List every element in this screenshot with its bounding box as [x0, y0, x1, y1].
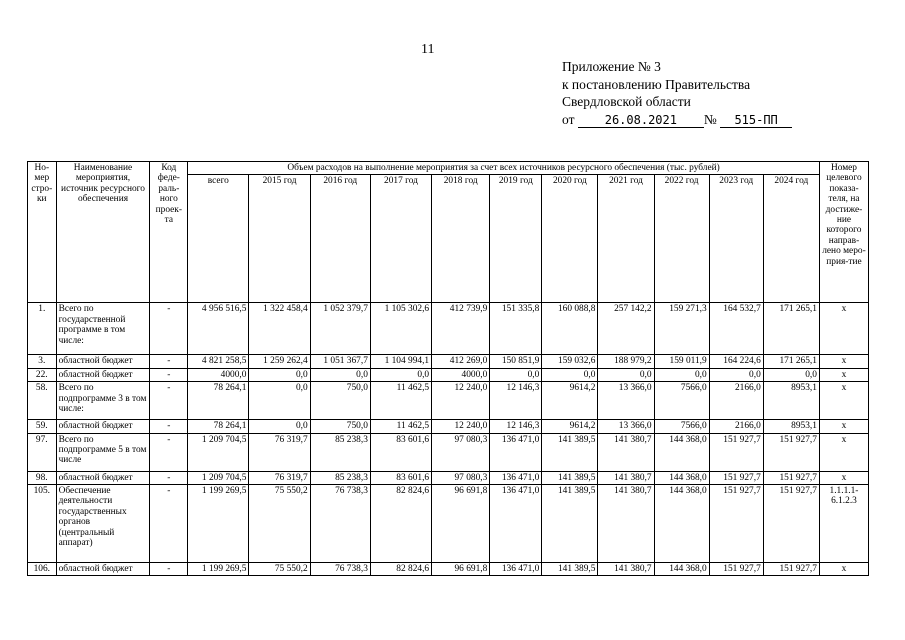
row-year-value-cell: 0,0: [709, 368, 763, 381]
row-year-value-cell: 9614,2: [542, 420, 598, 433]
header-year: 2019 год: [490, 175, 542, 303]
expenditure-table: [27, 161, 869, 576]
row-year-value-cell: 159 011,9: [654, 355, 709, 368]
row-year-value-cell: 750,0: [310, 420, 370, 433]
row-year-value-cell: 83 601,6: [370, 433, 431, 471]
row-year-value-cell: 136 471,0: [490, 433, 542, 471]
header-name: Наименование мероприятия, источник ресурсного обеспечения: [56, 162, 150, 303]
number-label: №: [703, 111, 717, 127]
row-total-cell: 4000,0: [188, 368, 249, 381]
row-year-value-cell: 141 380,7: [598, 471, 654, 484]
table-row: [28, 368, 869, 381]
appendix-resolution: к постановлению Правительства: [562, 76, 751, 92]
header-row-number: Но-мер стро-ки: [28, 162, 57, 303]
row-year-value-cell: 141 389,5: [542, 433, 598, 471]
row-number-cell: 59.: [28, 420, 57, 433]
table-row: [28, 485, 869, 563]
row-total-cell: 1 209 704,5: [188, 471, 249, 484]
row-year-value-cell: 750,0: [310, 382, 370, 420]
table-row: [28, 303, 869, 355]
row-total-cell: 4 956 516,5: [188, 303, 249, 355]
row-target-cell: x: [819, 563, 868, 576]
header-year: 2015 год: [249, 175, 310, 303]
row-year-value-cell: 83 601,6: [370, 471, 431, 484]
row-year-value-cell: 0,0: [763, 368, 819, 381]
row-year-value-cell: 1 051 367,7: [310, 355, 370, 368]
row-year-value-cell: 257 142,2: [598, 303, 654, 355]
row-year-value-cell: 141 380,7: [598, 433, 654, 471]
row-year-value-cell: 151 927,7: [763, 563, 819, 576]
row-year-value-cell: 151 927,7: [709, 433, 763, 471]
row-year-value-cell: 0,0: [249, 368, 310, 381]
row-year-value-cell: 151 927,7: [763, 485, 819, 563]
header-year: 2017 год: [370, 175, 431, 303]
row-code-cell: -: [150, 433, 188, 471]
row-year-value-cell: 13 366,0: [598, 420, 654, 433]
row-number-cell: 97.: [28, 433, 57, 471]
row-year-value-cell: 76 738,3: [310, 563, 370, 576]
appendix-title: Приложение № 3: [562, 59, 661, 74]
appendix-header: [562, 58, 792, 128]
row-code-cell: -: [150, 420, 188, 433]
row-year-value-cell: 0,0: [249, 382, 310, 420]
row-year-value-cell: 85 238,3: [310, 433, 370, 471]
row-year-value-cell: 188 979,2: [598, 355, 654, 368]
header-volume: Объем расходов на выполнение мероприятия за счет всех источников ресурсного обеспечения (тыс. рублей): [188, 162, 820, 175]
row-name-cell: областной бюджет: [56, 420, 150, 433]
row-target-cell: x: [819, 382, 868, 420]
row-year-value-cell: 8953,1: [763, 420, 819, 433]
row-year-value-cell: 136 471,0: [490, 485, 542, 563]
appendix-region: Свердловской области: [562, 94, 691, 109]
row-number-cell: 58.: [28, 382, 57, 420]
row-year-value-cell: 2166,0: [709, 420, 763, 433]
row-year-value-cell: 412 739,9: [432, 303, 490, 355]
header-code: Код феде-раль-ного проек-та: [150, 162, 188, 303]
row-total-cell: 1 199 269,5: [188, 563, 249, 576]
row-target-cell: x: [819, 355, 868, 368]
row-code-cell: -: [150, 485, 188, 563]
row-year-value-cell: 141 389,5: [542, 485, 598, 563]
row-target-cell: x: [819, 368, 868, 381]
row-year-value-cell: 1 322 458,4: [249, 303, 310, 355]
row-year-value-cell: 164 224,6: [709, 355, 763, 368]
row-number-cell: 3.: [28, 355, 57, 368]
table-row: [28, 433, 869, 471]
row-code-cell: -: [150, 382, 188, 420]
row-year-value-cell: 151 335,8: [490, 303, 542, 355]
row-total-cell: 1 199 269,5: [188, 485, 249, 563]
row-code-cell: -: [150, 355, 188, 368]
row-year-value-cell: 0,0: [598, 368, 654, 381]
row-year-value-cell: 171 265,1: [763, 303, 819, 355]
row-year-value-cell: 75 550,2: [249, 485, 310, 563]
row-year-value-cell: 12 240,0: [432, 420, 490, 433]
header-year: 2016 год: [310, 175, 370, 303]
row-year-value-cell: 97 080,3: [432, 433, 490, 471]
row-code-cell: -: [150, 368, 188, 381]
row-name-cell: Всего по подпрограмме 5 в том числе: [56, 433, 150, 471]
table-body: [28, 303, 869, 576]
row-year-value-cell: 141 389,5: [542, 471, 598, 484]
header-target: Номер целевого показа-теля, на достиже-ние которого направ-лено меро-прия-тие: [819, 162, 868, 303]
row-year-value-cell: 144 368,0: [654, 471, 709, 484]
row-number-cell: 106.: [28, 563, 57, 576]
row-year-value-cell: 160 088,8: [542, 303, 598, 355]
table-row: [28, 563, 869, 576]
document-date: 26.08.2021: [578, 114, 704, 128]
row-name-cell: Всего по подпрограмме 3 в том числе:: [56, 382, 150, 420]
row-year-value-cell: 151 927,7: [709, 563, 763, 576]
row-year-value-cell: 0,0: [542, 368, 598, 381]
row-year-value-cell: 159 271,3: [654, 303, 709, 355]
table-row: [28, 420, 869, 433]
row-name-cell: областной бюджет: [56, 368, 150, 381]
row-year-value-cell: 1 105 302,6: [370, 303, 431, 355]
row-year-value-cell: 96 691,8: [432, 563, 490, 576]
appendix-date-line: [562, 111, 792, 129]
row-name-cell: Всего по государственной программе в том числе:: [56, 303, 150, 355]
document-number: 515-ПП: [720, 114, 792, 128]
row-year-value-cell: 136 471,0: [490, 563, 542, 576]
row-year-value-cell: 151 927,7: [763, 433, 819, 471]
row-year-value-cell: 144 368,0: [654, 485, 709, 563]
row-year-value-cell: 144 368,0: [654, 563, 709, 576]
row-year-value-cell: 1 052 379,7: [310, 303, 370, 355]
row-target-cell: x: [819, 471, 868, 484]
row-target-cell: x: [819, 303, 868, 355]
row-year-value-cell: 12 240,0: [432, 382, 490, 420]
row-year-value-cell: 164 532,7: [709, 303, 763, 355]
row-year-value-cell: 1 104 994,1: [370, 355, 431, 368]
row-year-value-cell: 141 389,5: [542, 563, 598, 576]
header-year: 2018 год: [432, 175, 490, 303]
row-year-value-cell: 82 824,6: [370, 485, 431, 563]
row-total-cell: 78 264,1: [188, 382, 249, 420]
row-year-value-cell: 13 366,0: [598, 382, 654, 420]
row-year-value-cell: 0,0: [654, 368, 709, 381]
row-year-value-cell: 76 319,7: [249, 471, 310, 484]
row-year-value-cell: 75 550,2: [249, 563, 310, 576]
row-year-value-cell: 12 146,3: [490, 382, 542, 420]
row-year-value-cell: 412 269,0: [432, 355, 490, 368]
header-total: всего: [188, 175, 249, 303]
row-code-cell: -: [150, 303, 188, 355]
row-year-value-cell: 11 462,5: [370, 420, 431, 433]
row-year-value-cell: 76 738,3: [310, 485, 370, 563]
row-year-value-cell: 2166,0: [709, 382, 763, 420]
row-target-cell: x: [819, 433, 868, 471]
row-year-value-cell: 96 691,8: [432, 485, 490, 563]
row-name-cell: областной бюджет: [56, 471, 150, 484]
row-name-cell: областной бюджет: [56, 355, 150, 368]
header-year: 2020 год: [542, 175, 598, 303]
row-year-value-cell: 85 238,3: [310, 471, 370, 484]
row-year-value-cell: 141 380,7: [598, 563, 654, 576]
row-year-value-cell: 8953,1: [763, 382, 819, 420]
row-year-value-cell: 0,0: [370, 368, 431, 381]
row-year-value-cell: 7566,0: [654, 420, 709, 433]
row-year-value-cell: 12 146,3: [490, 420, 542, 433]
header-year: 2022 год: [654, 175, 709, 303]
row-year-value-cell: 0,0: [490, 368, 542, 381]
row-year-value-cell: 82 824,6: [370, 563, 431, 576]
row-year-value-cell: 76 319,7: [249, 433, 310, 471]
header-year: 2021 год: [598, 175, 654, 303]
header-year: 2024 год: [763, 175, 819, 303]
row-year-value-cell: 151 927,7: [709, 485, 763, 563]
row-total-cell: 78 264,1: [188, 420, 249, 433]
row-year-value-cell: 136 471,0: [490, 471, 542, 484]
row-name-cell: Обеспечение деятельности государственных органов (центральный аппарат): [56, 485, 150, 563]
from-label: от: [562, 111, 575, 127]
header-year: 2023 год: [709, 175, 763, 303]
row-year-value-cell: 0,0: [310, 368, 370, 381]
row-number-cell: 98.: [28, 471, 57, 484]
row-year-value-cell: 97 080,3: [432, 471, 490, 484]
table-row: [28, 355, 869, 368]
page-number: 11: [421, 42, 435, 57]
row-number-cell: 1.: [28, 303, 57, 355]
row-year-value-cell: 11 462,5: [370, 382, 431, 420]
row-year-value-cell: 171 265,1: [763, 355, 819, 368]
row-year-value-cell: 7566,0: [654, 382, 709, 420]
row-year-value-cell: 4000,0: [432, 368, 490, 381]
row-target-cell: 1.1.1.1-6.1.2.3: [819, 485, 868, 563]
table-row: [28, 382, 869, 420]
row-year-value-cell: 9614,2: [542, 382, 598, 420]
row-total-cell: 1 209 704,5: [188, 433, 249, 471]
row-name-cell: областной бюджет: [56, 563, 150, 576]
row-year-value-cell: 159 032,6: [542, 355, 598, 368]
row-year-value-cell: 151 927,7: [709, 471, 763, 484]
row-target-cell: x: [819, 420, 868, 433]
row-year-value-cell: 141 380,7: [598, 485, 654, 563]
row-number-cell: 105.: [28, 485, 57, 563]
row-number-cell: 22.: [28, 368, 57, 381]
row-year-value-cell: 144 368,0: [654, 433, 709, 471]
table-row: [28, 471, 869, 484]
row-total-cell: 4 821 258,5: [188, 355, 249, 368]
row-year-value-cell: 150 851,9: [490, 355, 542, 368]
row-code-cell: -: [150, 563, 188, 576]
row-year-value-cell: 1 259 262,4: [249, 355, 310, 368]
row-year-value-cell: 0,0: [249, 420, 310, 433]
row-year-value-cell: 151 927,7: [763, 471, 819, 484]
row-code-cell: -: [150, 471, 188, 484]
